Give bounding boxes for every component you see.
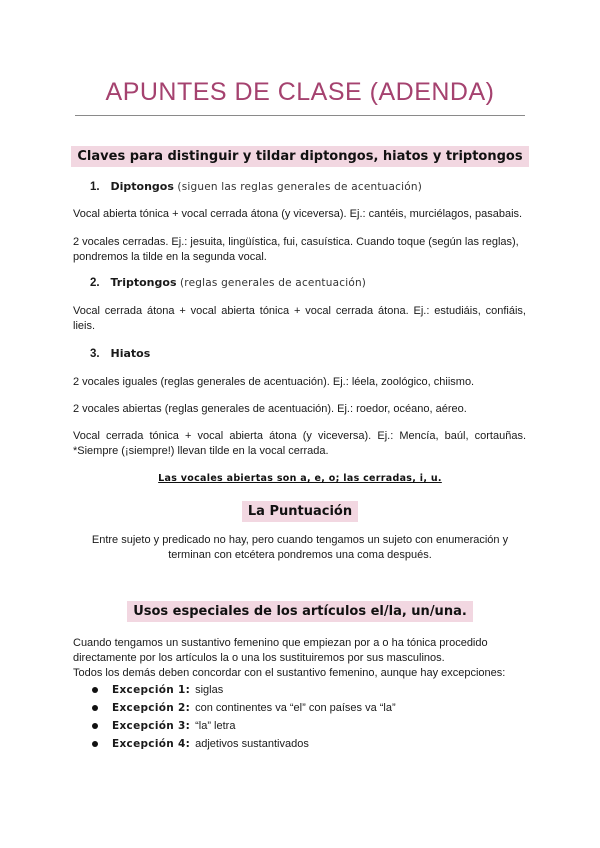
section-heading-puntuacion xyxy=(0,501,600,522)
item-keyword: Hiatos xyxy=(110,347,151,360)
paragraph-hiatos-2: 2 vocales abiertas (reglas generales de acentuación). Ej.: roedor, océano, aéreo. xyxy=(73,403,467,415)
bullet-icon xyxy=(92,741,98,747)
item-note: (reglas generales de acentuación) xyxy=(180,277,367,289)
section-heading-claves-text: Claves para distinguir y tildar diptongos, hiatos y triptongos xyxy=(71,146,528,167)
exception-text: “la” letra xyxy=(195,720,236,732)
item-keyword: Diptongos xyxy=(110,180,174,193)
exception-text: siglas xyxy=(195,684,224,696)
list-item-diptongos xyxy=(90,180,422,193)
paragraph-hiatos-3: Vocal cerrada tónica + vocal abierta átona (y viceversa). Ej.: Mencía, baúl, cortauñas. *Siempre (¡siempre!) llevan tilde en la vocal cerrada. xyxy=(73,430,526,457)
item-number: 1. xyxy=(90,181,100,193)
paragraph-triptongos-1: Vocal cerrada átona + vocal abierta tónica + vocal cerrada átona. Ej.: estudiáis, confiáis, lieis. xyxy=(73,305,526,332)
exception-item xyxy=(92,681,396,699)
bullet-icon xyxy=(92,705,98,711)
paragraph-diptongos-2: 2 vocales cerradas. Ej.: jesuita, lingüística, fui, casuística. Cuando toque (según las reglas), pondremos la tilde en la segunda vocal. xyxy=(73,236,519,263)
item-number: 3. xyxy=(90,348,100,360)
exceptions-list xyxy=(92,681,396,753)
exception-label: Excepción 4: xyxy=(112,738,191,750)
exception-item xyxy=(92,699,396,717)
section-heading-claves xyxy=(0,146,600,167)
paragraph-articulos-intro: Cuando tengamos un sustantivo femenino que empiezan por a o ha tónica procedido directamente por los artículos la o una los sustituiremos por sus masculinos. xyxy=(73,637,488,664)
title-divider xyxy=(75,115,525,116)
exception-label: Excepción 2: xyxy=(112,702,191,714)
section-heading-articulos-text: Usos especiales de los artículos el/la, un/una. xyxy=(127,601,473,622)
exception-label: Excepción 1: xyxy=(112,684,191,696)
exception-item xyxy=(92,735,396,753)
bullet-icon xyxy=(92,687,98,693)
section-heading-articulos xyxy=(0,601,600,622)
exception-label: Excepción 3: xyxy=(112,720,191,732)
item-note: (siguen las reglas generales de acentuación) xyxy=(177,181,423,193)
exception-item xyxy=(92,717,396,735)
list-item-triptongos xyxy=(90,276,366,289)
exception-text: con continentes va “el” con países va “la” xyxy=(195,702,396,714)
section-heading-puntuacion-text: La Puntuación xyxy=(242,501,358,522)
page-title: APUNTES DE CLASE (ADENDA) xyxy=(105,78,495,106)
paragraph-hiatos-1: 2 vocales iguales (reglas generales de acentuación). Ej.: léela, zoológico, chiismo. xyxy=(73,376,475,388)
paragraph-puntuacion: Entre sujeto y predicado no hay, pero cuando tengamos un sujeto con enumeración y terminan con etcétera pondremos una coma después. xyxy=(91,534,509,561)
bullet-icon xyxy=(92,723,98,729)
list-item-hiatos xyxy=(90,347,150,360)
item-number: 2. xyxy=(90,277,100,289)
item-keyword: Triptongos xyxy=(110,276,177,289)
paragraph-diptongos-1: Vocal abierta tónica + vocal cerrada átona (y viceversa). Ej.: cantéis, murciélagos, pasabais. xyxy=(73,208,523,220)
vowels-note: Las vocales abiertas son a, e, o; las cerradas, i, u. xyxy=(158,473,442,484)
paragraph-articulos-concord: Todos los demás deben concordar con el sustantivo femenino, aunque hay excepciones: xyxy=(73,667,506,679)
exception-text: adjetivos sustantivados xyxy=(195,738,309,750)
